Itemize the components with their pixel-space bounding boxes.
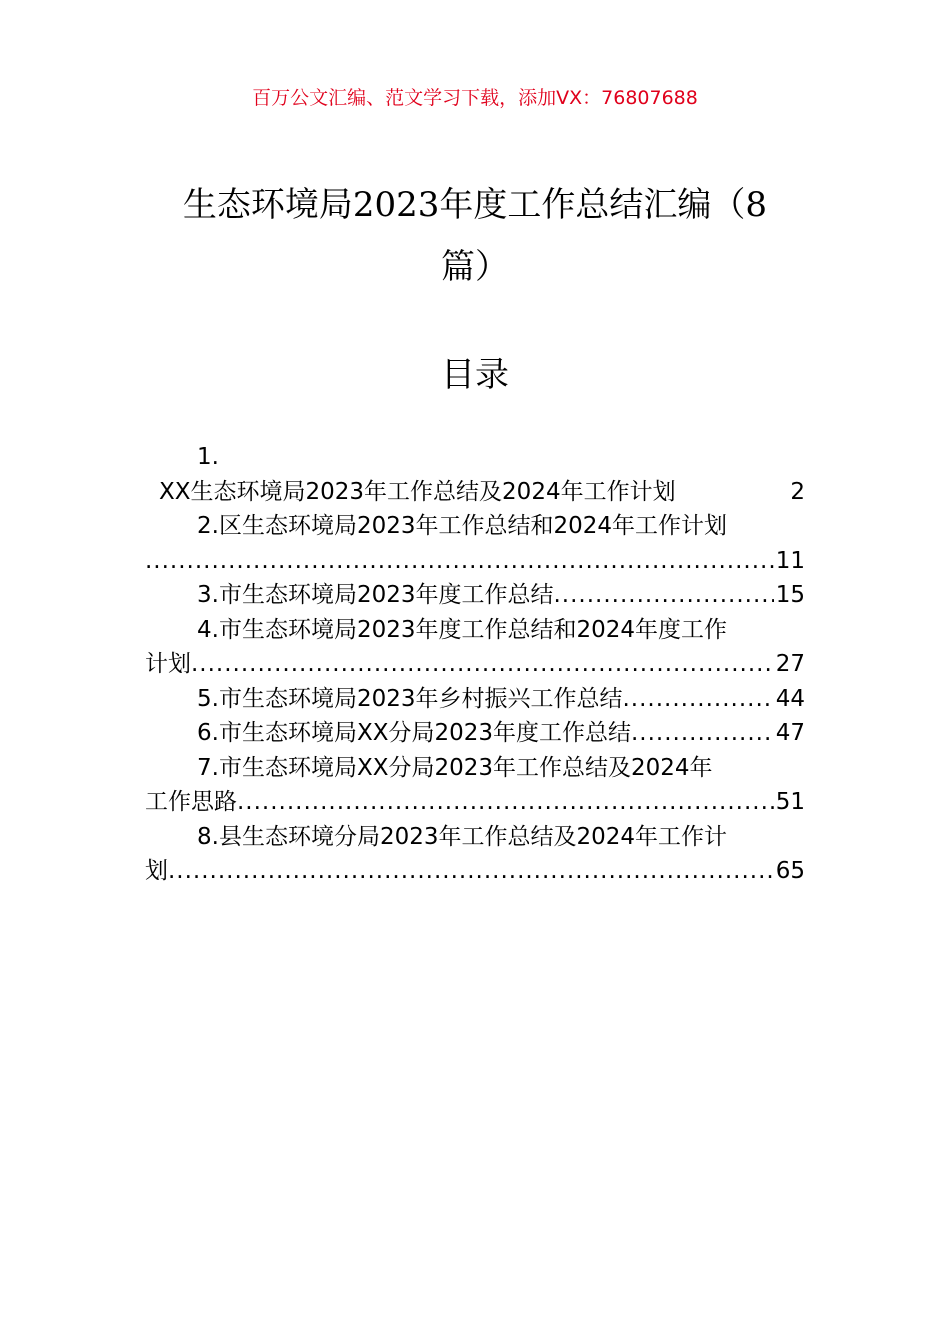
toc-entry-3[interactable] — [145, 578, 805, 613]
toc-entry-title: 5.市生态环境局2023年乡村振兴工作总结 — [197, 685, 623, 712]
toc-entry-6[interactable] — [145, 716, 805, 751]
toc-entry-5[interactable] — [145, 682, 805, 717]
toc-entry-title-continued: 工作思路 — [145, 789, 237, 815]
toc-leader-dots — [168, 854, 774, 889]
toc-entry-page: 51 — [775, 789, 805, 815]
toc-entry-page: 2 — [790, 478, 805, 505]
toc-leader-dots — [622, 682, 773, 717]
toc-leader-dots — [631, 716, 774, 751]
toc-entry-title-continued: 划 — [145, 858, 168, 884]
toc-entry-page: 44 — [775, 685, 805, 712]
toc-entry-page: 11 — [775, 547, 805, 574]
toc-entry-title: 4.市生态环境局2023年度工作总结和2024年度工作 — [197, 616, 728, 643]
toc-entry-2[interactable] — [145, 509, 805, 578]
toc-entry-title-continued: 计划 — [145, 651, 191, 677]
toc-entry-page: 27 — [775, 651, 805, 677]
toc-entry-page: 47 — [775, 720, 805, 746]
toc-entry-8[interactable] — [145, 820, 805, 889]
toc-entry-title: 7.市生态环境局XX分局2023年工作总结及2024年 — [197, 754, 713, 781]
toc-entry-number: 1. — [197, 444, 219, 470]
header-note: 百万公文汇编、范文学习下载，添加VX：76807688 — [252, 87, 698, 109]
table-of-contents — [145, 440, 805, 889]
toc-entry-page: 65 — [775, 858, 805, 884]
document-title-line-2: 篇） — [441, 247, 509, 287]
toc-entry-1[interactable] — [145, 440, 805, 509]
toc-entry-title: XX生态环境局2023年工作总结及2024年工作计划 — [159, 478, 676, 505]
toc-entry-title: 8.县生态环境分局2023年工作总结及2024年工作计 — [197, 823, 728, 850]
toc-heading: 目录 — [441, 355, 509, 395]
toc-entry-title: 6.市生态环境局XX分局2023年度工作总结 — [197, 720, 631, 746]
toc-entry-7[interactable] — [145, 751, 805, 820]
toc-entry-title: 3.市生态环境局2023年度工作总结 — [197, 582, 554, 608]
toc-leader-dots — [553, 578, 773, 613]
toc-leader-dots — [237, 785, 774, 820]
toc-leader-dots — [191, 647, 774, 682]
toc-entry-4[interactable] — [145, 613, 805, 682]
document-title — [165, 174, 785, 298]
toc-entry-title: 2.区生态环境局2023年工作总结和2024年工作计划 — [197, 513, 728, 539]
toc-leader-dots — [145, 544, 774, 579]
toc-entry-page: 15 — [775, 582, 805, 608]
document-title-line-1: 生态环境局2023年度工作总结汇编（8 — [182, 185, 768, 225]
